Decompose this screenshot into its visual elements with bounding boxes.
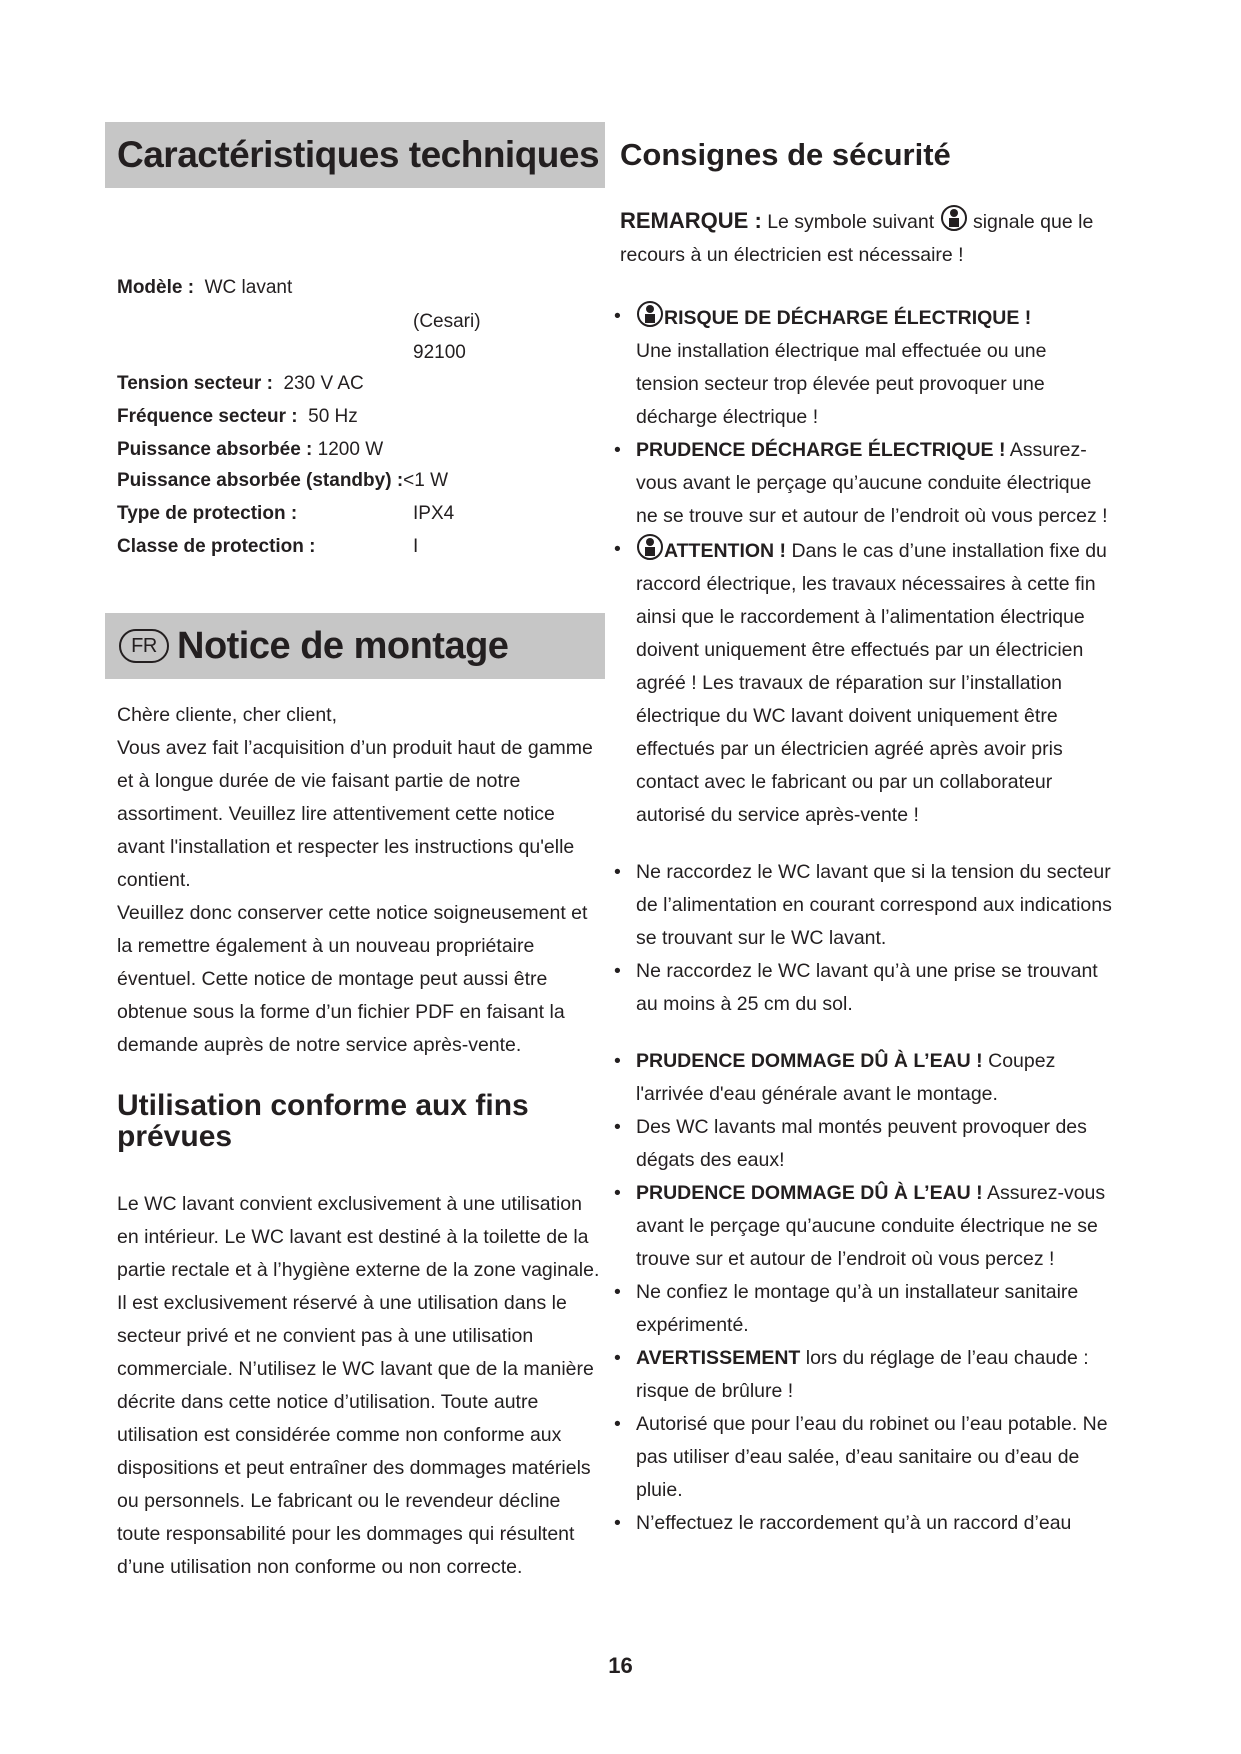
spec-frequency-label: Fréquence secteur : <box>117 406 298 427</box>
notice-title: Notice de montage <box>177 624 509 667</box>
specs-title: Caractéristiques techniques <box>117 134 600 175</box>
item-bold: PRUDENCE DOMMAGE DÛ À L’EAU ! <box>636 1182 983 1204</box>
safety-item <box>612 955 1112 1021</box>
item-text: Assurez-vous avant le perçage qu’aucune conduite électrique ne se trouve sur et autour de l’endroit où vous percez ! <box>636 1182 1106 1270</box>
safety-item <box>612 533 1112 832</box>
spec-power-label: Puissance absorbée : <box>117 439 313 460</box>
spec-model <box>117 278 292 298</box>
safety-item <box>612 1276 1112 1342</box>
bullet: • <box>614 960 621 982</box>
bullet: • <box>614 1512 621 1534</box>
spec-protection-class-label-text: Classe de protection : <box>117 536 316 557</box>
item-text: Ne confiez le montage qu’à un installateur sanitaire expérimenté. <box>636 1281 1079 1336</box>
bullet: • <box>614 305 621 327</box>
item-text: Des WC lavants mal montés peuvent provoquer des dégats des eaux! <box>636 1116 1087 1171</box>
safety-item <box>612 434 1112 533</box>
specs-table <box>105 188 605 557</box>
spec-power <box>117 440 383 460</box>
spec-frequency-value: 50 Hz <box>308 406 358 427</box>
notice-title-wrap <box>105 625 508 668</box>
safety-item <box>612 1342 1112 1408</box>
safety-item <box>612 300 1112 434</box>
item-text: Coupez l'arrivée d'eau générale avant le montage. <box>636 1050 1056 1105</box>
bullet: • <box>614 538 621 560</box>
safety-item <box>612 1408 1112 1507</box>
spec-voltage-value: 230 V AC <box>283 373 364 394</box>
spec-model-line2: (Cesari) <box>413 311 481 332</box>
item-bold: RISQUE DE DÉCHARGE ÉLECTRIQUE ! <box>664 307 1032 329</box>
item-bold: PRUDENCE DÉCHARGE ÉLECTRIQUE ! <box>636 439 1006 461</box>
item-text: Autorisé que pour l’eau du robinet ou l’eau potable. Ne pas utiliser d’eau salée, d’eau sanitaire ou d’eau de pluie. <box>636 1413 1108 1501</box>
remark-before: Le symbole suivant <box>767 211 935 233</box>
notice-paragraph-1: Vous avez fait l’acquisition d’un produit haut de gamme et à longue durée de vie faisant partie de notre assortiment. Veuillez lire attentivement cette notice avant l'installation et respecter les instructions qu'elle contient. <box>117 737 593 891</box>
electrician-icon <box>636 300 664 328</box>
safety-group-2 <box>612 856 1112 1021</box>
item-text: Ne raccordez le WC lavant que si la tension du secteur de l’alimentation en courant correspond aux indications se trouvant sur le WC lavant. <box>636 861 1112 949</box>
safety-group-3 <box>612 1045 1112 1540</box>
spec-model-value: WC lavant <box>204 277 293 298</box>
item-text: N’effectuez le raccordement qu’à un raccord d’eau <box>636 1512 1072 1534</box>
spec-standby <box>117 471 448 491</box>
usage-title: Utilisation conforme aux fins prévues <box>117 1089 529 1153</box>
fr-language-badge: FR <box>119 629 169 663</box>
spec-voltage-label: Tension secteur : <box>117 373 273 394</box>
spec-frequency <box>117 407 358 427</box>
safety-group-1 <box>612 300 1112 832</box>
spec-protection-type-label <box>117 504 297 524</box>
safety-item <box>612 856 1112 955</box>
bullet: • <box>614 1413 621 1435</box>
safety-title: Consignes de sécurité <box>620 137 951 172</box>
notice-body <box>105 699 605 1062</box>
bullet: • <box>614 1182 621 1204</box>
item-text: Ne raccordez le WC lavant qu’à une prise se trouvant au moins à 25 cm du sol. <box>636 960 1098 1015</box>
safety-item <box>612 1111 1112 1177</box>
item-text: Dans le cas d’une installation fixe du raccord électrique, les travaux nécessaires à cette fin ainsi que le raccordement à l’alimentation électrique doivent uniquement être effectués par un électricien agréé ! Les travaux de réparation sur l’installation électrique du WC lavant doivent uniquement être effectués par un électricien agréé après avoir pris contact avec le fabricant ou par un collaborateur autorisé du service après-vente ! <box>636 540 1107 826</box>
spec-protection-class-value: I <box>413 536 419 557</box>
spec-standby-label: Puissance absorbée (standby) : <box>117 470 404 491</box>
safety-item <box>612 1177 1112 1276</box>
remark-label: REMARQUE : <box>620 208 762 233</box>
bullet: • <box>614 861 621 883</box>
spec-power-value: 1200 W <box>317 439 384 460</box>
bullet: • <box>614 1281 621 1303</box>
spec-model-line3: 92100 <box>413 342 466 363</box>
usage-section <box>105 1090 605 1584</box>
remark-after: signale que le recours à un électricien est nécessaire ! <box>620 211 1094 266</box>
spec-protection-class-label <box>117 537 316 557</box>
bullet: • <box>614 1116 621 1138</box>
specs-heading-band <box>105 122 605 188</box>
spec-protection-type-label-text: Type de protection : <box>117 503 298 524</box>
salutation: Chère cliente, cher client, <box>117 704 338 726</box>
electrician-icon <box>636 533 664 561</box>
remark <box>612 204 1112 272</box>
notice-heading-band <box>105 613 605 679</box>
safety-item <box>612 1045 1112 1111</box>
item-bold: PRUDENCE DOMMAGE DÛ À L’EAU ! <box>636 1050 983 1072</box>
page-number: 16 <box>608 1653 633 1678</box>
spec-model-label: Modèle : <box>117 277 195 298</box>
bullet: • <box>614 439 621 461</box>
item-bold: ATTENTION ! <box>664 540 787 562</box>
item-text: lors du réglage de l’eau chaude : risque de brûlure ! <box>636 1347 1089 1402</box>
spec-voltage <box>117 374 364 394</box>
item-text: Une installation électrique mal effectuée ou une tension secteur trop élevée peut provoquer une décharge électrique ! <box>636 340 1047 428</box>
spec-standby-value: <1 W <box>403 470 449 491</box>
bullet: • <box>614 1050 621 1072</box>
left-column <box>105 122 605 1584</box>
right-column <box>612 122 1112 1540</box>
usage-body: Le WC lavant convient exclusivement à une utilisation en intérieur. Le WC lavant est destiné à la toilette de la partie rectale et à l’hygiène externe de la zone vaginale. Il est exclusivement réservé à une utilisation dans le secteur privé et ne convient pas à une utilisation commerciale. N’utilisez le WC lavant que de la manière décrite dans cette notice d’utilisation. Toute autre utilisation est considérée comme non conforme aux dispositions et peut entraîner des dommages matériels ou personnels. Le fabricant ou le revendeur décline toute responsabilité pour les dommages qui résultent d’une utilisation non conforme ou non correcte. <box>117 1193 600 1578</box>
electrician-icon <box>940 204 968 232</box>
item-bold: AVERTISSEMENT <box>636 1347 801 1369</box>
notice-paragraph-2: Veuillez donc conserver cette notice soigneusement et la remettre également à un nouveau propriétaire éventuel. Cette notice de montage peut aussi être obtenue sous la forme d’un fichier PDF en faisant la demande auprès de notre service après-vente. <box>117 902 588 1056</box>
spec-protection-type-value: IPX4 <box>413 503 455 524</box>
bullet: • <box>614 1347 621 1369</box>
safety-item <box>612 1507 1112 1540</box>
item-text: Assurez-vous avant le perçage qu’aucune conduite électrique ne se trouve sur et autour de l’endroit où vous percez ! <box>636 439 1108 527</box>
